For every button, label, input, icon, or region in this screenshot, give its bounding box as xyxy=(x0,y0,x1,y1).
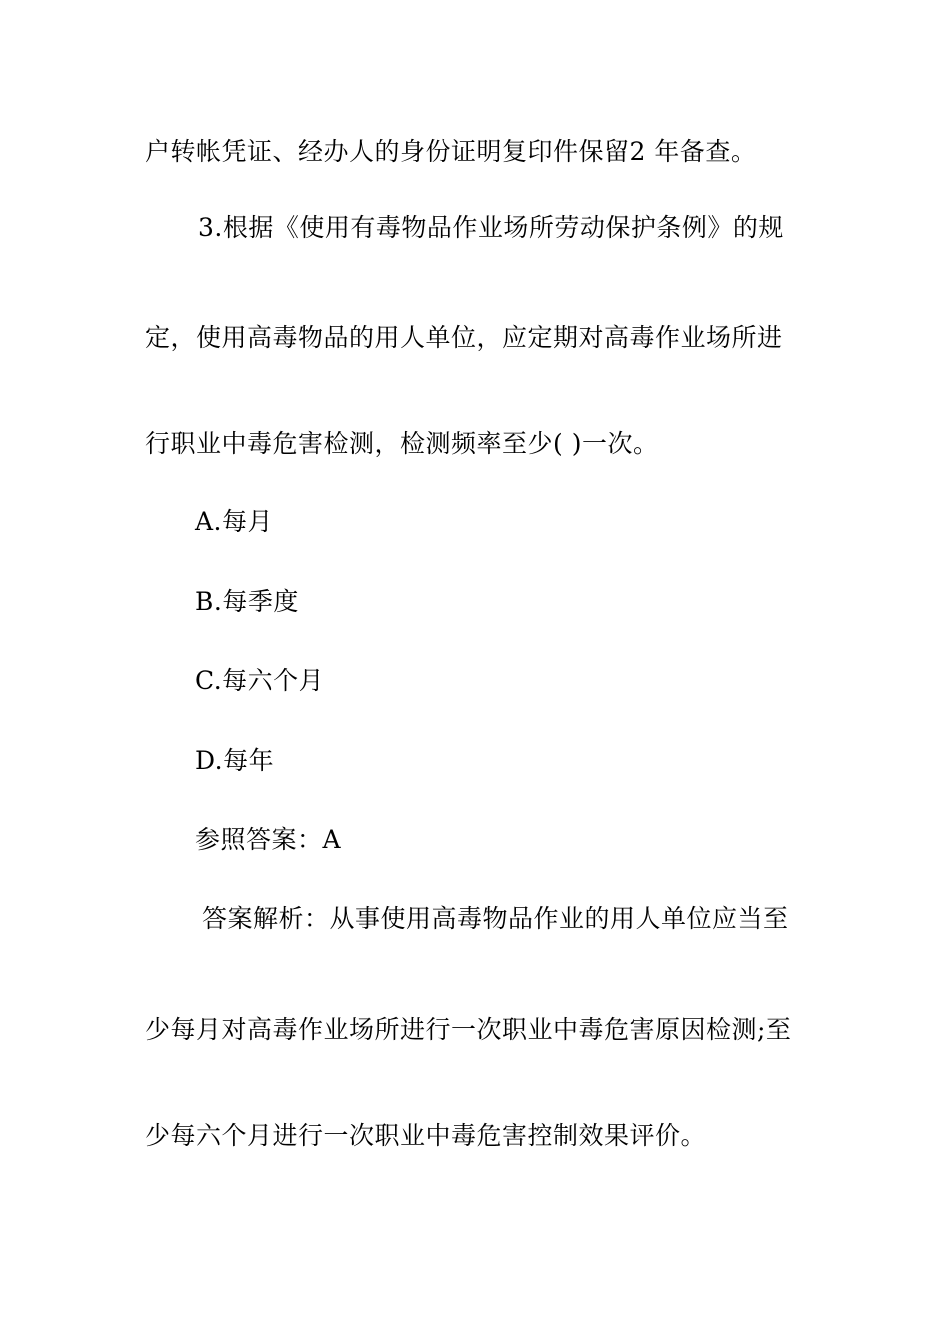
explanation-line-1: 答案解析：从事使用高毒物品作业的用人单位应当至 xyxy=(202,904,789,933)
question-line-3: 行职业中毒危害检测，检测频率至少( )一次。 xyxy=(145,429,659,458)
option-a: A.每月 xyxy=(195,507,274,536)
reference-answer: 参照答案：A xyxy=(195,825,342,854)
question-line-2: 定，使用高毒物品的用人单位，应定期对高毒作业场所进 xyxy=(145,323,783,352)
option-c: C.每六个月 xyxy=(195,666,325,695)
question-line-1: 3.根据《使用有毒物品作业场所劳动保护条例》的规 xyxy=(198,213,784,242)
continuation-text: 户转帐凭证、经办人的身份证明复印件保留2 年备查。 xyxy=(145,137,757,166)
option-b: B.每季度 xyxy=(195,587,299,616)
explanation-line-3: 少每六个月进行一次职业中毒危害控制效果评价。 xyxy=(145,1121,707,1150)
explanation-line-2: 少每月对高毒作业场所进行一次职业中毒危害原因检测;至 xyxy=(145,1015,792,1044)
option-d: D.每年 xyxy=(195,746,275,775)
